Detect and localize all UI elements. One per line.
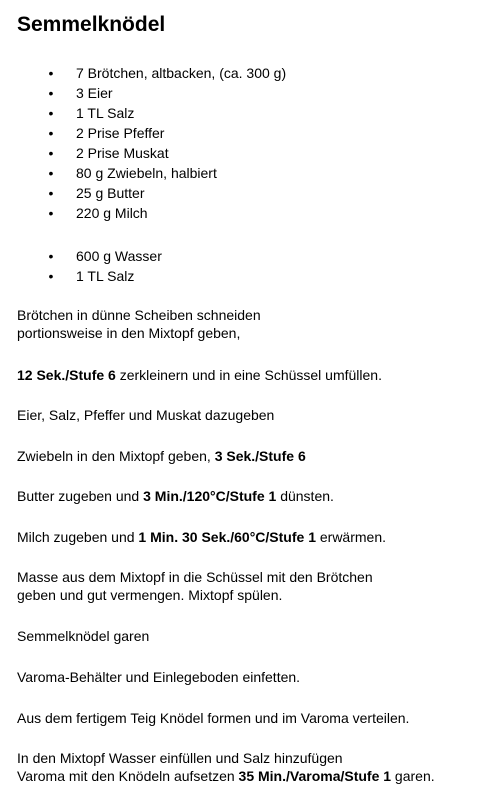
step-setting: 3 Sek./Stufe 6 [214,448,306,464]
instruction-step [17,528,386,546]
step-text: Milch zugeben und [17,529,139,545]
instruction-step: Varoma-Behälter und Einlegeboden einfetten. [17,669,301,685]
step-setting: 3 Min./120°C/Stufe 1 [143,488,277,504]
section-label: Semmelknödel garen [17,628,150,644]
ingredient-text: 1 TL Salz [76,105,135,121]
ingredient-text: 2 Prise Muskat [76,145,169,161]
instruction-step [17,568,373,604]
ingredient-text: 1 TL Salz [76,268,135,284]
ingredient-text: 7 Brötchen, altbacken, (ca. 300 g) [76,65,287,81]
instruction-step [17,366,382,384]
bullet: • [48,268,54,284]
step-setting: 1 Min. 30 Sek./60°C/Stufe 1 [138,529,316,545]
instruction-step [17,447,306,465]
instruction-step: Aus dem fertigem Teig Knödel formen und im Varoma verteilen. [17,710,410,726]
ingredient-text: 600 g Wasser [76,248,162,264]
step-setting: 35 Min./Varoma/Stufe 1 [238,768,392,784]
step-text: garen. [391,768,435,784]
bullet: • [48,125,54,141]
ingredient-text: 25 g Butter [76,185,145,201]
ingredient-text: 220 g Milch [76,205,148,221]
step-text: zerkleinern und in eine Schüssel umfüllen. [115,367,382,383]
bullet: • [48,85,54,101]
step-text: Brötchen in dünne Scheiben schneiden [17,307,261,323]
recipe-title: Semmelknödel [17,13,166,36]
bullet: • [48,65,54,81]
ingredient-text: 3 Eier [76,85,113,101]
step-text: Zwiebeln in den Mixtopf geben, [17,448,215,464]
step-setting: 12 Sek./Stufe 6 [17,367,116,383]
bullet: • [48,105,54,121]
step-text: Varoma mit den Knödeln aufsetzen [17,768,239,784]
instruction-step [17,749,435,785]
bullet: • [48,248,54,264]
step-text: In den Mixtopf Wasser einfüllen und Salz hinzufügen [17,750,343,766]
step-text: dünsten. [276,488,334,504]
step-text: geben und gut vermengen. Mixtopf spülen. [17,587,283,603]
ingredient-text: 2 Prise Pfeffer [76,125,165,141]
step-text: erwärmen. [315,529,387,545]
instruction-step: Eier, Salz, Pfeffer und Muskat dazugeben [17,407,275,423]
instruction-step [17,487,334,505]
instruction-step [17,306,261,342]
step-text: Butter zugeben und [17,488,144,504]
bullet: • [48,165,54,181]
bullet: • [48,205,54,221]
step-text: portionsweise in den Mixtopf geben, [17,325,241,341]
bullet: • [48,145,54,161]
step-text: Masse aus dem Mixtopf in die Schüssel mit den Brötchen [17,569,373,585]
ingredient-text: 80 g Zwiebeln, halbiert [76,165,217,181]
bullet: • [48,185,54,201]
